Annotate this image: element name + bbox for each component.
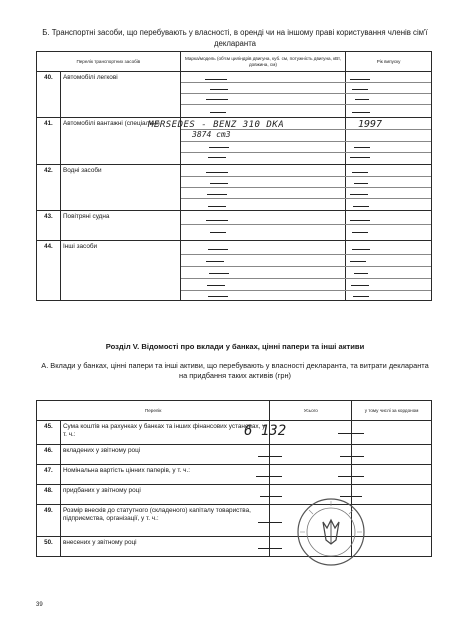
table-row	[37, 241, 432, 301]
row-number: 47.	[37, 465, 61, 485]
vehicle-brand-entry: MERSEDES - BENZ 310 DKA	[148, 120, 285, 130]
row-number: 40.	[37, 72, 61, 118]
table-row	[37, 505, 432, 537]
col-list-header: Перелік транспортних засобів	[37, 52, 181, 72]
table-row	[37, 485, 432, 505]
official-seal-icon	[295, 496, 367, 568]
row-number: 43.	[37, 211, 61, 241]
row-number: 45.	[37, 421, 61, 445]
row-number: 42.	[37, 165, 61, 211]
row-label: внесених у звітному році	[60, 537, 269, 557]
col-brand-header: Марка/модель (об'єм циліндрів двигуна, куб. см, потужність двигуна, кВт, довжина, см)	[180, 52, 346, 72]
row-label: Номінальна вартість цінних паперів, у т. ч.:	[60, 465, 269, 485]
table-row	[37, 211, 432, 241]
row-number: 48.	[37, 485, 61, 505]
row-label: Автомобілі легкові	[60, 72, 180, 118]
row-number: 49.	[37, 505, 61, 537]
section-5-subtitle: А. Вклади у банках, цінні папери та інші активи, що перебувають у власності декларанта, та витрати декларанта на придбання таких активів (грн)	[41, 361, 429, 380]
row-label: Сума коштів на рахунках у банках та інших фінансових установах, у т. ч.:	[60, 421, 269, 445]
row-label: вкладених у звітному році	[60, 445, 269, 465]
table-row	[37, 72, 432, 118]
table-row	[37, 445, 432, 465]
row-number: 41.	[37, 118, 61, 165]
row-number: 44.	[37, 241, 61, 301]
row-label: Розмір внесків до статутного (складеного) капіталу товариства, підприємства, організації, у т. ч.:	[60, 505, 269, 537]
row-label: Водні засоби	[60, 165, 180, 211]
row-number: 46.	[37, 445, 61, 465]
page-number: 39	[36, 602, 43, 608]
section-5-title: Розділ V. Відомості про вклади у банках, цінні папери та інші активи	[105, 342, 365, 351]
col-year-header: Рік випуску	[346, 52, 432, 72]
table-row	[37, 537, 432, 557]
vehicle-volume-entry: 3874 cm3	[192, 130, 231, 139]
table-row	[37, 465, 432, 485]
vehicles-section-header: Б. Транспортні засоби, що перебувають у власності, в оренді чи на іншому праві користування членів сім'ї декларанта	[42, 28, 428, 48]
row-label: Повітряні судна	[60, 211, 180, 241]
assets-table	[36, 400, 432, 557]
row-label: придбаних у звітному році	[60, 485, 269, 505]
vehicle-year-entry: 1997	[358, 119, 383, 130]
col-abroad-header: у тому числі за кордоном	[352, 401, 432, 421]
row-label: Інші засоби	[60, 241, 180, 301]
col-total-header: Усього	[270, 401, 352, 421]
bank-total-entry: 6 132	[244, 423, 287, 439]
row-label: Автомобілі вантажні (спеціальні)	[60, 118, 180, 165]
table-row	[37, 421, 432, 445]
row-number: 50.	[37, 537, 61, 557]
col-list-header: Перелік	[37, 401, 270, 421]
